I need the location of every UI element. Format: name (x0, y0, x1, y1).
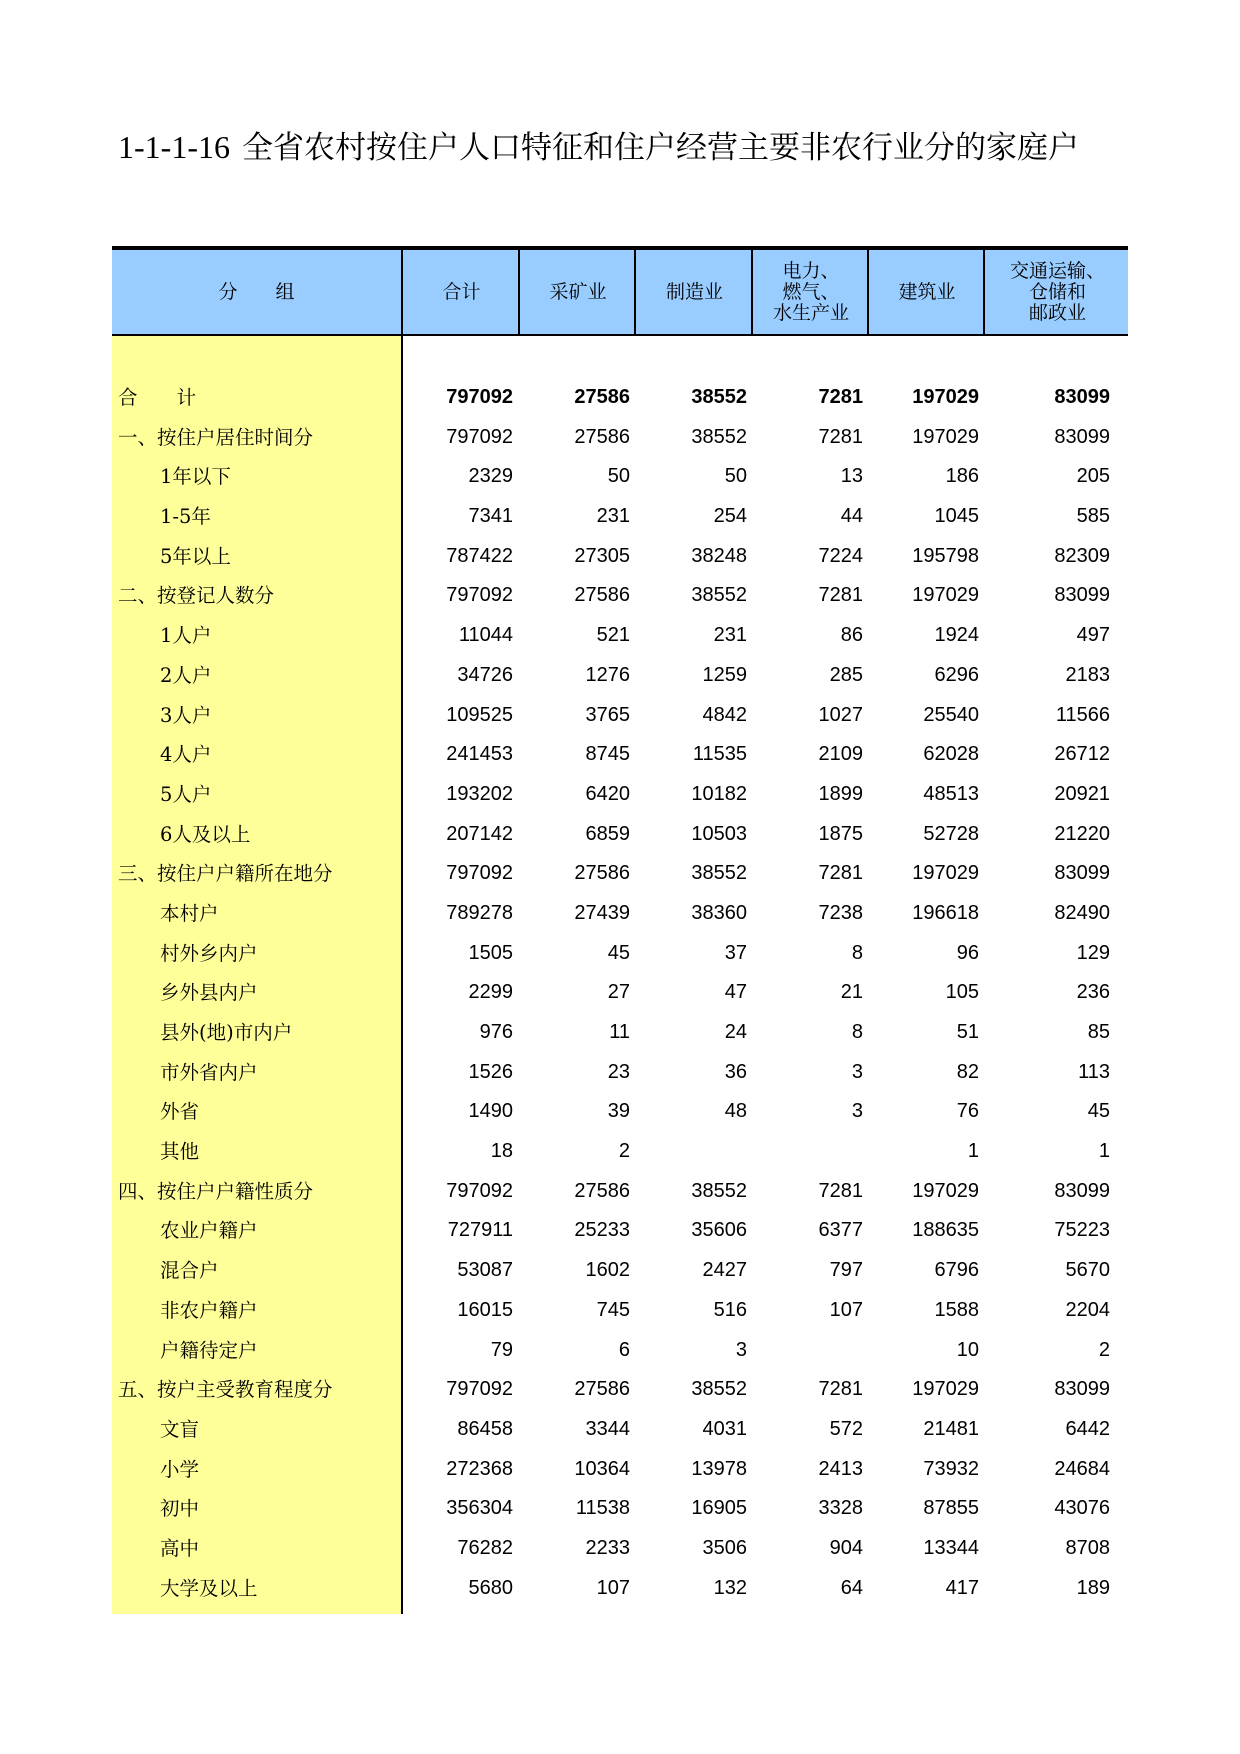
cell-value: 26712 (1054, 743, 1110, 766)
table-row (112, 1370, 1128, 1410)
row-label: 大学及以上 (160, 1576, 258, 1600)
cell-value: 7281 (818, 1378, 863, 1401)
cell-value: 38552 (691, 386, 747, 408)
cell-value: 8 (851, 941, 863, 964)
cell-value: 27586 (574, 1179, 630, 1202)
cell-value: 285 (829, 663, 863, 686)
row-label: 一、按住户居住时间分 (118, 425, 314, 449)
cell-value: 8708 (1065, 1536, 1110, 1559)
cell-value: 13978 (691, 1457, 747, 1480)
header-col-label: 交通运输、 仓储和 邮政业 (1009, 259, 1105, 324)
cell-value: 231 (596, 505, 630, 528)
cell-value: 11044 (458, 624, 513, 647)
row-label: 三、按住户户籍所在地分 (118, 862, 333, 886)
cell-value: 38552 (691, 1378, 747, 1401)
cell-value: 87855 (923, 1497, 979, 1520)
cell-value: 2109 (818, 743, 863, 766)
cell-value (753, 1132, 863, 1172)
cell-value: 2233 (585, 1536, 630, 1559)
cell-value: 5680 (468, 1576, 513, 1599)
cell-value: 2413 (818, 1457, 863, 1480)
cell-value: 83099 (1054, 1378, 1110, 1401)
cell-value: 45 (607, 941, 630, 964)
cell-value: 797092 (446, 862, 513, 885)
cell-value: 51 (956, 1021, 979, 1043)
table-row (112, 537, 1128, 577)
cell-value (753, 1331, 863, 1371)
cell-value: 82309 (1054, 544, 1110, 567)
cell-value: 27586 (574, 386, 630, 408)
cell-value: 85 (1087, 1021, 1110, 1043)
cell-value: 1924 (934, 624, 979, 647)
cell-value: 21220 (1054, 822, 1110, 845)
cell-value: 18 (490, 1140, 513, 1163)
cell-value: 3 (851, 1100, 863, 1123)
cell-value: 1899 (818, 782, 863, 805)
row-label: 6人及以上 (160, 822, 251, 846)
cell-value: 82 (956, 1060, 979, 1083)
header-col-label: 制造业 (665, 280, 723, 303)
cell-value: 7281 (818, 1179, 863, 1202)
table-row (112, 1053, 1128, 1093)
row-label: 1年以下 (160, 465, 231, 489)
header-col-total (401, 250, 520, 336)
cell-value: 797092 (446, 1378, 513, 1401)
table-row (112, 576, 1128, 616)
header-col-construction (867, 250, 985, 336)
cell-value: 83099 (1054, 386, 1110, 408)
header-col-manufacturing (634, 250, 753, 336)
cell-value: 83099 (1054, 425, 1110, 448)
table-number: 1-1-1-16 (118, 129, 230, 165)
cell-value: 1027 (818, 703, 863, 726)
cell-value: 231 (713, 624, 747, 647)
cell-value: 1588 (934, 1298, 979, 1321)
cell-value: 76282 (457, 1536, 513, 1559)
cell-value: 10364 (574, 1457, 630, 1480)
cell-value: 197029 (912, 425, 979, 448)
header-col-label: 采矿业 (549, 280, 607, 303)
table-row (112, 1569, 1128, 1609)
table-row (112, 1013, 1128, 1053)
cell-value: 38248 (691, 544, 747, 567)
cell-value: 189 (1076, 1576, 1110, 1599)
table-body (112, 378, 1128, 1608)
cell-value: 7281 (818, 425, 863, 448)
table-title (118, 124, 1128, 170)
table-row (112, 735, 1128, 775)
cell-value: 497 (1076, 624, 1110, 647)
cell-value: 11535 (692, 743, 747, 766)
cell-value: 11538 (575, 1497, 630, 1520)
cell-value: 79 (490, 1338, 513, 1361)
cell-value: 27586 (574, 425, 630, 448)
header-col-label: 合计 (442, 280, 481, 303)
cell-value: 797092 (446, 425, 513, 448)
cell-value: 16905 (691, 1497, 747, 1520)
cell-value: 24 (724, 1021, 747, 1043)
row-label: 村外乡内户 (160, 941, 258, 965)
cell-value: 35606 (691, 1219, 747, 1242)
cell-value: 38552 (691, 584, 747, 607)
cell-value: 48513 (923, 782, 979, 805)
table-row (112, 1172, 1128, 1212)
cell-value: 6420 (585, 782, 630, 805)
cell-value: 6859 (585, 822, 630, 845)
table-row (112, 1291, 1128, 1331)
row-label: 1人户 (160, 624, 212, 648)
row-label: 其他 (160, 1140, 200, 1164)
cell-value: 6796 (934, 1259, 979, 1282)
cell-value: 2 (1098, 1338, 1110, 1361)
table-row (112, 1450, 1128, 1490)
cell-value: 11 (609, 1021, 630, 1043)
cell-value: 7341 (468, 505, 513, 528)
row-label: 5年以上 (160, 544, 231, 568)
table-header (112, 250, 1128, 336)
cell-value: 27439 (574, 901, 630, 924)
cell-value: 36 (724, 1060, 747, 1083)
table-row (112, 1331, 1128, 1371)
cell-value: 521 (596, 624, 630, 647)
header-col-mining (518, 250, 636, 336)
table-row (112, 973, 1128, 1013)
cell-value: 5670 (1065, 1259, 1110, 1282)
cell-value: 34726 (457, 663, 513, 686)
cell-value (637, 1132, 747, 1172)
cell-value: 10 (956, 1338, 979, 1361)
cell-value: 38552 (691, 1179, 747, 1202)
cell-value: 47 (724, 981, 747, 1004)
cell-value: 797092 (446, 584, 513, 607)
header-col-label: 建筑业 (898, 280, 956, 303)
header-col-transport (983, 250, 1128, 336)
cell-value: 585 (1076, 505, 1110, 528)
table-row (112, 815, 1128, 855)
cell-value: 197029 (912, 1179, 979, 1202)
row-label: 1-5年 (160, 505, 211, 529)
cell-value: 7281 (818, 584, 863, 607)
cell-value: 50 (724, 465, 747, 488)
table-row (112, 854, 1128, 894)
cell-value: 96 (956, 941, 979, 964)
cell-value: 73932 (923, 1457, 979, 1480)
cell-value: 516 (713, 1298, 747, 1321)
cell-value: 25540 (923, 703, 979, 726)
cell-value: 197029 (912, 386, 979, 408)
cell-value: 197029 (912, 1378, 979, 1401)
row-label: 合 计 (118, 386, 197, 409)
cell-value: 37 (724, 941, 747, 964)
cell-value: 789278 (446, 901, 513, 924)
table-row (112, 1489, 1128, 1529)
cell-value: 129 (1076, 941, 1110, 964)
cell-value: 25233 (574, 1219, 630, 1242)
cell-value: 38360 (691, 901, 747, 924)
cell-value: 272368 (446, 1457, 513, 1480)
cell-value: 7238 (818, 901, 863, 924)
cell-value: 83099 (1054, 584, 1110, 607)
table-row (112, 656, 1128, 696)
row-label: 3人户 (160, 703, 212, 727)
header-group (112, 250, 401, 336)
cell-value: 745 (596, 1298, 630, 1321)
cell-value: 27586 (574, 1378, 630, 1401)
cell-value: 3 (735, 1338, 747, 1361)
cell-value: 8745 (585, 743, 630, 766)
cell-value: 1526 (468, 1060, 513, 1083)
row-label: 二、按登记人数分 (118, 584, 275, 608)
cell-value: 1602 (585, 1259, 630, 1282)
cell-value: 107 (829, 1298, 863, 1321)
cell-value: 193202 (446, 782, 513, 805)
cell-value: 113 (1078, 1060, 1110, 1083)
cell-value: 109525 (446, 703, 513, 726)
cell-value: 4031 (702, 1417, 747, 1440)
row-label: 五、按户主受教育程度分 (118, 1378, 333, 1402)
table-row (112, 1132, 1128, 1172)
cell-value: 132 (713, 1576, 747, 1599)
cell-value: 1 (967, 1140, 979, 1163)
cell-value: 53087 (457, 1259, 513, 1282)
cell-value: 83099 (1054, 1179, 1110, 1202)
cell-value: 13344 (923, 1536, 979, 1559)
cell-value: 1259 (702, 663, 747, 686)
cell-value: 38552 (691, 425, 747, 448)
cell-value: 7224 (818, 544, 863, 567)
cell-value: 195798 (912, 544, 979, 567)
cell-value: 23 (607, 1060, 630, 1083)
cell-value: 254 (713, 505, 747, 528)
cell-value: 2299 (468, 981, 513, 1004)
row-label: 文盲 (160, 1417, 200, 1441)
cell-value: 2329 (468, 465, 513, 488)
cell-value: 8 (851, 1021, 863, 1043)
cell-value: 572 (829, 1417, 863, 1440)
cell-value: 797 (829, 1259, 863, 1282)
cell-value: 2 (618, 1140, 630, 1163)
cell-value: 797092 (446, 386, 513, 408)
row-label: 外省 (160, 1100, 200, 1124)
cell-value: 2427 (702, 1259, 747, 1282)
row-label: 5人户 (160, 782, 212, 806)
cell-value: 205 (1076, 465, 1110, 488)
cell-value: 24684 (1054, 1457, 1110, 1480)
cell-value: 10503 (691, 822, 747, 845)
cell-value: 86 (840, 624, 863, 647)
cell-value: 21 (840, 981, 863, 1004)
cell-value: 27586 (574, 862, 630, 885)
row-label: 县外(地)市内户 (160, 1021, 293, 1044)
cell-value: 787422 (446, 544, 513, 567)
cell-value: 727911 (447, 1219, 513, 1242)
table-row (112, 1092, 1128, 1132)
cell-value: 75223 (1054, 1219, 1110, 1242)
cell-value: 6377 (818, 1219, 863, 1242)
row-label: 非农户籍户 (160, 1298, 258, 1322)
cell-value: 1490 (468, 1100, 513, 1123)
header-col-label: 电力、 燃气、 水生产业 (772, 259, 849, 324)
cell-value: 196618 (912, 901, 979, 924)
cell-value: 241453 (446, 743, 513, 766)
table-row (112, 616, 1128, 656)
table-row (112, 457, 1128, 497)
cell-value: 1045 (934, 505, 979, 528)
cell-value: 3 (851, 1060, 863, 1083)
table-row (112, 497, 1128, 537)
cell-value: 976 (479, 1021, 513, 1043)
cell-value: 2183 (1065, 663, 1110, 686)
cell-value: 10182 (691, 782, 747, 805)
cell-value: 11566 (1055, 703, 1110, 726)
cell-value: 27586 (574, 584, 630, 607)
cell-value: 4842 (702, 703, 747, 726)
cell-value: 6442 (1065, 1417, 1110, 1440)
table-row (112, 1251, 1128, 1291)
cell-value: 236 (1076, 981, 1110, 1004)
cell-value: 52728 (923, 822, 979, 845)
cell-value: 45 (1087, 1100, 1110, 1123)
row-label: 初中 (160, 1497, 200, 1521)
cell-value: 7281 (818, 386, 863, 408)
cell-value: 3506 (702, 1536, 747, 1559)
cell-value: 3328 (818, 1497, 863, 1520)
row-label: 户籍待定户 (160, 1338, 258, 1362)
cell-value: 62028 (923, 743, 979, 766)
cell-value: 27 (607, 981, 630, 1004)
cell-value: 356304 (446, 1497, 513, 1520)
cell-value: 16015 (457, 1298, 513, 1321)
cell-value: 64 (840, 1576, 863, 1599)
table-title-text: 全省农村按住户人口特征和住户经营主要非农行业分的家庭户 (241, 130, 1079, 166)
cell-value: 186 (945, 465, 979, 488)
cell-value: 39 (607, 1100, 630, 1123)
row-label: 高中 (160, 1536, 200, 1560)
table-row (112, 934, 1128, 974)
cell-value: 1 (1098, 1140, 1110, 1163)
row-label: 混合户 (160, 1259, 219, 1283)
cell-value: 82490 (1054, 901, 1110, 924)
cell-value: 83099 (1054, 862, 1110, 885)
cell-value: 197029 (912, 584, 979, 607)
cell-value: 105 (945, 981, 979, 1004)
header-group-label: 分 组 (218, 280, 295, 303)
cell-value: 13 (840, 465, 863, 488)
table-row (112, 894, 1128, 934)
cell-value: 1875 (818, 822, 863, 845)
cell-value: 904 (829, 1536, 863, 1559)
row-label: 本村户 (160, 901, 219, 925)
cell-value: 197029 (912, 862, 979, 885)
cell-value: 44 (840, 505, 863, 528)
header-col-utilities (751, 250, 869, 336)
cell-value: 50 (607, 465, 630, 488)
row-label: 市外省内户 (160, 1060, 258, 1084)
cell-value: 188635 (912, 1219, 979, 1242)
statistics-table (112, 246, 1128, 1614)
table-row (112, 1211, 1128, 1251)
row-label: 2人户 (160, 663, 212, 687)
table-row (112, 378, 1128, 418)
cell-value: 20921 (1054, 782, 1110, 805)
cell-value: 21481 (923, 1417, 979, 1440)
table-row (112, 418, 1128, 458)
table-row (112, 775, 1128, 815)
cell-value: 207142 (446, 822, 513, 845)
cell-value: 417 (945, 1576, 979, 1599)
row-label: 四、按住户户籍性质分 (118, 1179, 314, 1203)
cell-value: 6296 (934, 663, 979, 686)
cell-value: 48 (724, 1100, 747, 1123)
cell-value: 7281 (818, 862, 863, 885)
cell-value: 76 (956, 1100, 979, 1123)
row-label: 4人户 (160, 743, 212, 767)
cell-value: 3765 (585, 703, 630, 726)
row-label: 乡外县内户 (160, 981, 258, 1005)
table-row (112, 696, 1128, 736)
cell-value: 27305 (574, 544, 630, 567)
cell-value: 797092 (446, 1179, 513, 1202)
table-row (112, 1529, 1128, 1569)
cell-value: 43076 (1054, 1497, 1110, 1520)
cell-value: 1276 (585, 663, 630, 686)
cell-value: 2204 (1065, 1298, 1110, 1321)
cell-value: 3344 (585, 1417, 630, 1440)
cell-value: 86458 (457, 1417, 513, 1440)
cell-value: 6 (618, 1338, 630, 1361)
table-row (112, 1410, 1128, 1450)
row-label: 小学 (160, 1457, 200, 1481)
cell-value: 38552 (691, 862, 747, 885)
cell-value: 107 (596, 1576, 630, 1599)
row-label: 农业户籍户 (160, 1219, 258, 1243)
cell-value: 1505 (468, 941, 513, 964)
